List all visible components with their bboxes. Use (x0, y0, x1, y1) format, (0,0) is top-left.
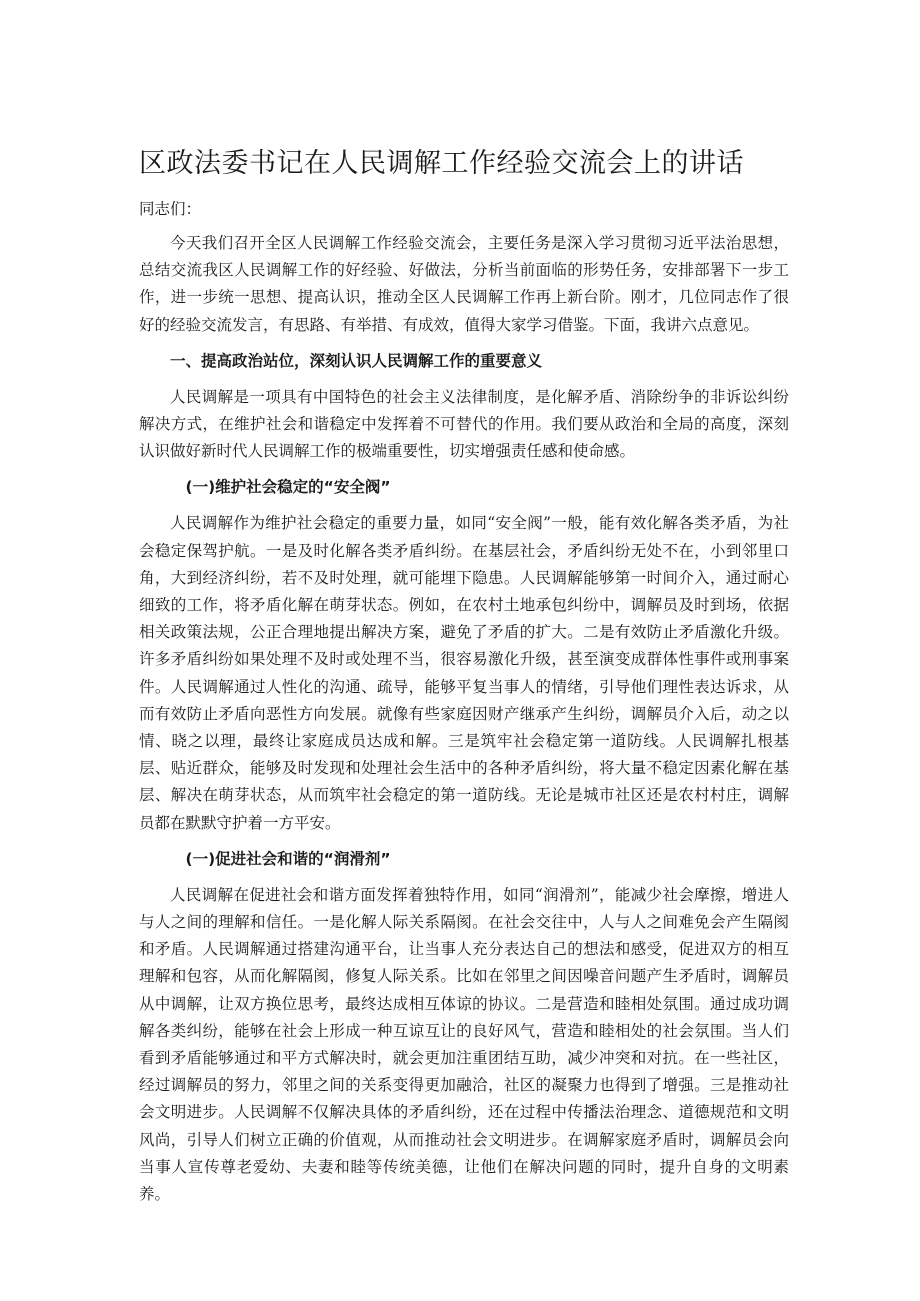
salutation: 同志们： (139, 200, 202, 218)
section-heading-1: 一、提高政治站位，深刻认识人民调解工作的重要意义 (170, 351, 543, 370)
document-page (139, 142, 789, 1217)
intro-paragraph: 今天我们召开全区人民调解工作经验交流会，主要任务是深入学习贯彻习近平法治思想，总结交流我区人民调解工作的好经验、好做法，分析当前面临的形势任务，安排部署下一步工作，进一步统一思想、提高认识，推动全区人民调解工作再上新台阶。刚才，几位同志作了很好的经验交流发言，有思路、有举措、有成效，值得大家学习借鉴。下面，我讲六点意见。 (139, 234, 789, 334)
document-title: 区政法委书记在人民调解工作经验交流会上的讲话 (139, 148, 744, 179)
section-1-paragraph: 人民调解是一项具有中国特色的社会主义法律制度，是化解矛盾、消除纷争的非诉讼纠纷解决方式，在维护社会和谐稳定中发挥着不可替代的作用。我们要从政治和全局的高度，深刻认识做好新时代人民调解工作的极端重要性，切实增强责任感和使命感。 (139, 387, 789, 461)
subsection-heading-1: (一)维护社会稳定的“安全阀” (185, 478, 391, 497)
subsection-1-paragraph: 人民调解作为维护社会稳定的重要力量，如同“安全阀”一般，能有效化解各类矛盾，为社会稳定保驾护航。一是及时化解各类矛盾纠纷。在基层社会，矛盾纠纷无处不在，小到邻里口角，大到经济纠纷，若不及时处理，就可能埋下隐患。人民调解能够第一时间介入，通过耐心细致的工作，将矛盾化解在萌芽状态。例如，在农村土地承包纠纷中，调解员及时到场，依据相关政策法规，公正合理地提出解决方案，避免了矛盾的扩大。二是有效防止矛盾激化升级。许多矛盾纠纷如果处理不及时或处理不当，很容易激化升级，甚至演变成群体性事件或刑事案件。人民调解通过人性化的沟通、疏导，能够平复当事人的情绪，引导他们理性表达诉求，从而有效防止矛盾向恶性方向发展。就像有些家庭因财产继承产生纠纷，调解员介入后，动之以情、晓之以理，最终让家庭成员达成和解。三是筑牢社会稳定第一道防线。人民调解扎根基层、贴近群众，能够及时发现和处理社会生活中的各种矛盾纠纷，将大量不稳定因素化解在基层、解决在萌芽状态，从而筑牢社会稳定的第一道防线。无论是城市社区还是农村村庄，调解员都在默默守护着一方平安。 (139, 514, 789, 832)
subsection-2-paragraph: 人民调解在促进社会和谐方面发挥着独特作用，如同“润滑剂”，能减少社会摩擦，增进人与人之间的理解和信任。一是化解人际关系隔阂。在社会交往中，人与人之间难免会产生隔阂和矛盾。人民调解通过搭建沟通平台，让当事人充分表达自己的想法和感受，促进双方的相互理解和包容，从而化解隔阂，修复人际关系。比如在邻里之间因噪音问题产生矛盾时，调解员从中调解，让双方换位思考，最终达成相互体谅的协议。二是营造和睦相处氛围。通过成功调解各类纠纷，能够在社会上形成一种互谅互让的良好风气，营造和睦相处的社会氛围。当人们看到矛盾能够通过和平方式解决时，就会更加注重团结互助，减少冲突和对抗。在一些社区，经过调解员的努力，邻里之间的关系变得更加融洽，社区的凝聚力也得到了增强。三是推动社会文明进步。人民调解不仅解决具体的矛盾纠纷，还在过程中传播法治理念、道德规范和文明风尚，引导人们树立正确的价值观，从而推动社会文明进步。在调解家庭矛盾时，调解员会向当事人宣传尊老爱幼、夫妻和睦等传统美德，让他们在解决问题的同时，提升自身的文明素养。 (139, 885, 789, 1204)
subsection-heading-2: (一)促进社会和谐的“润滑剂” (185, 849, 391, 868)
